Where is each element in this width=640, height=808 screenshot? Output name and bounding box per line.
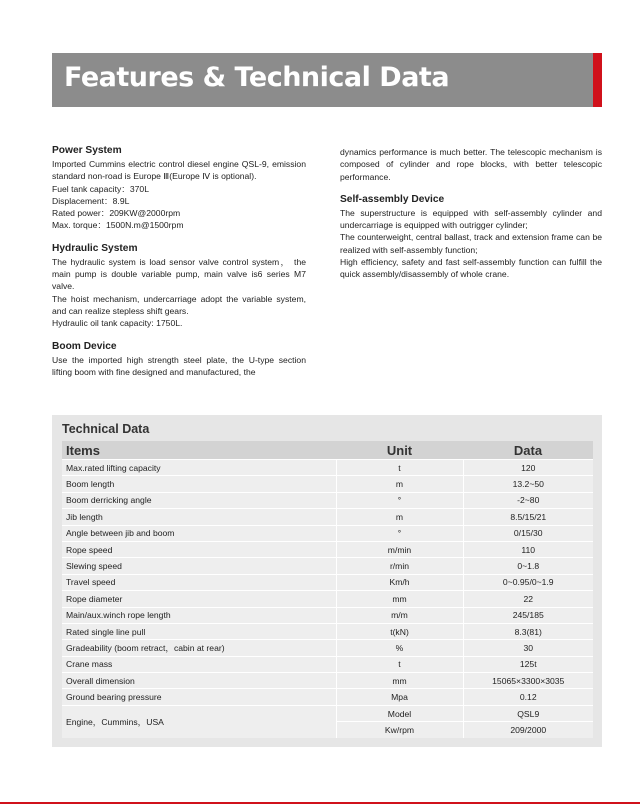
item-name-cell: Boom derricking angle [62, 492, 336, 508]
table-row [62, 607, 593, 623]
unit-cell: Km/h [336, 574, 463, 590]
table-row [62, 460, 593, 476]
item-name-cell: Angle between jib and boom [62, 525, 336, 541]
data-cell: 22 [463, 591, 593, 607]
body-text: The hoist mechanism, undercarriage adopt the variable system, and can realize stepless shift gears. [52, 293, 306, 316]
table-row [62, 673, 593, 689]
table-row [62, 623, 593, 639]
unit-cell: Mpa [336, 689, 463, 705]
header-items: Items [62, 441, 336, 460]
item-name-cell: Boom length [62, 476, 336, 492]
data-cell: 120 [463, 460, 593, 476]
data-cell: 30 [463, 640, 593, 656]
technical-data-table [62, 441, 593, 738]
unit-cell: ° [336, 525, 463, 541]
unit-cell: mm [336, 591, 463, 607]
unit-cell: m [336, 476, 463, 492]
data-cell: 8.3(81) [463, 623, 593, 639]
unit-cell: t [336, 460, 463, 476]
body-text: Displacement：8.9L [52, 195, 130, 206]
unit-cell: r/min [336, 558, 463, 574]
data-cell: -2~80 [463, 492, 593, 508]
table-row [62, 656, 593, 672]
item-name-cell: Ground bearing pressure [62, 689, 336, 705]
right-column [340, 146, 602, 291]
unit-cell: ° [336, 492, 463, 508]
item-name-cell: Slewing speed [62, 558, 336, 574]
body-text: Hydraulic oil tank capacity: 1750L. [52, 318, 183, 329]
header-data: Data [463, 441, 593, 460]
table-body [62, 460, 593, 738]
table-row [62, 705, 593, 721]
data-cell: 8.5/15/21 [463, 509, 593, 525]
unit-cell: m [336, 509, 463, 525]
table-row [62, 476, 593, 492]
body-text: Rated power：209KW@2000rpm [52, 208, 181, 219]
item-name-cell: Overall dimension [62, 673, 336, 689]
table-row [62, 541, 593, 557]
left-section [52, 144, 306, 232]
unit-cell: Kw/rpm [336, 722, 463, 738]
unit-cell: t [336, 656, 463, 672]
item-name-cell: Jib length [62, 509, 336, 525]
table-row [62, 640, 593, 656]
body-text: Imported Cummins electric control diesel engine QSL-9, emission standard non-road is Europe Ⅲ(Europe Ⅳ is optional). [52, 159, 306, 182]
section-heading: Self-assembly Device [340, 193, 445, 205]
section-heading: Power System [52, 145, 122, 156]
table-row [62, 558, 593, 574]
right-section [340, 193, 602, 281]
item-name-cell: Gradeability (boom retract，cabin at rear) [62, 640, 336, 656]
table-row [62, 492, 593, 508]
technical-data-title: Technical Data [62, 422, 150, 436]
section-heading: Hydraulic System [52, 242, 138, 254]
data-cell: QSL9 [463, 705, 593, 721]
unit-cell: m/min [336, 541, 463, 557]
body-text: Fuel tank capacity：370L [52, 183, 149, 194]
item-name-cell: Crane mass [62, 656, 336, 672]
data-cell: 0/15/30 [463, 525, 593, 541]
unit-cell: Model [336, 705, 463, 721]
banner-accent-bar [593, 53, 602, 107]
footer-accent-line [0, 802, 640, 804]
data-cell: 0.12 [463, 689, 593, 705]
item-name-cell: Travel speed [62, 574, 336, 590]
technical-data-panel [52, 415, 602, 747]
item-name-cell: Rope speed [62, 541, 336, 557]
page-title: Features & Technical Data [64, 62, 450, 93]
data-cell: 110 [463, 541, 593, 557]
left-section [52, 340, 306, 379]
unit-cell: mm [336, 673, 463, 689]
table-row [62, 689, 593, 705]
right-section [340, 146, 602, 183]
left-column [52, 144, 306, 388]
table-row [62, 509, 593, 525]
table-row [62, 525, 593, 541]
data-cell: 13.2~50 [463, 476, 593, 492]
table-header-row [62, 441, 593, 460]
item-name-cell: Rated single line pull [62, 623, 336, 639]
data-cell: 209/2000 [463, 722, 593, 738]
table-row [62, 591, 593, 607]
data-cell: 0~1.8 [463, 558, 593, 574]
item-name-cell: Max.rated lifting capacity [62, 460, 336, 476]
data-cell: 15065×3300×3035 [463, 673, 593, 689]
header-unit: Unit [336, 441, 463, 460]
body-text: High efficiency, safety and fast self-assembly function can fulfill the quick assembly/disassembly of whole crane. [340, 257, 602, 280]
body-text: The superstructure is equipped with self-assembly cylinder and undercarriage is equipped with outrigger cylinder; [340, 207, 602, 231]
body-text: dynamics performance is much better. The telescopic mechanism is composed of cylinder and rope blocks, with better telescopic performance. [340, 147, 602, 182]
left-section [52, 242, 306, 330]
data-cell: 125t [463, 656, 593, 672]
table-row [62, 574, 593, 590]
data-cell: 245/185 [463, 607, 593, 623]
title-banner [52, 53, 602, 107]
unit-cell: t(kN) [336, 623, 463, 639]
unit-cell: m/m [336, 607, 463, 623]
item-name-cell: Engine，Cummins，USA [62, 705, 336, 737]
unit-cell: % [336, 640, 463, 656]
body-text: Max. torque：1500N.m@1500rpm [52, 220, 184, 231]
body-text: The counterweight, central ballast, track and extension frame can be realized with self-assembly function; [340, 232, 602, 255]
item-name-cell: Rope diameter [62, 591, 336, 607]
section-heading: Boom Device [52, 340, 117, 352]
data-cell: 0~0.95/0~1.9 [463, 574, 593, 590]
body-text: Use the imported high strength steel plate, the U-type section lifting boom with fine designed and manufactured, the [52, 354, 306, 377]
body-text: The hydraulic system is load sensor valve control system， the main pump is double variable pump, main valve is6 series M7 valve. [52, 256, 306, 292]
item-name-cell: Main/aux.winch rope length [62, 607, 336, 623]
